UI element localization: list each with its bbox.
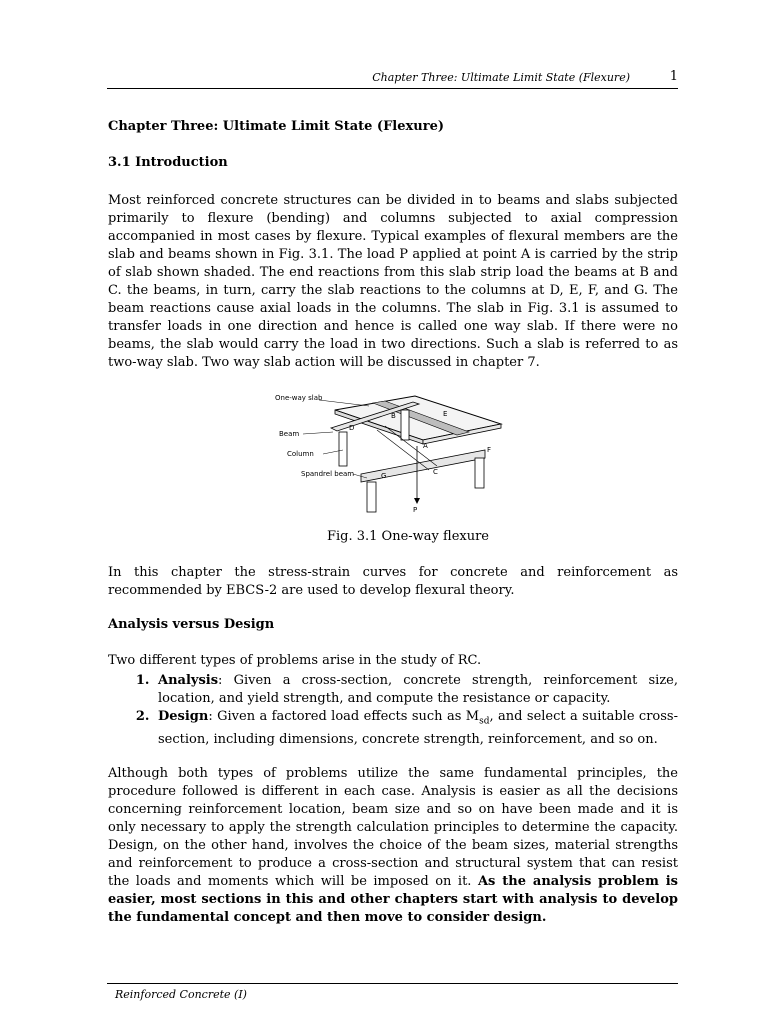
problem-types-list [108, 672, 678, 749]
design-description-start: : Given a factored load effects such as M [208, 709, 480, 724]
leader-beam [303, 432, 333, 434]
running-header [107, 70, 678, 89]
comparison-bold-text: As the analysis problem is easier, most sections in this and other chapters start with analysis to develop the fundamental concept and then move to consider design. [108, 873, 678, 925]
label-column: Column [287, 450, 314, 458]
analysis-description: : Given a cross-section, concrete strength, reinforcement size, location, and yield strength, and compute the resistance or capacity. [158, 673, 678, 706]
label-b: B [391, 412, 396, 420]
comparison-text: Although both types of problems utilize the same fundamental principles, the procedure followed is different in each case. Analysis is easier as all the decisions concerning reinforcement location, beam size and so on have been made and it is only necessary to apply the strength calculation principles to determine the capacity. Design, on the other hand, involves the choice of the beam sizes, material strengths and reinforcement to produce a cross-section and structural system that can resist the loads and moments which will be imposed on it. [108, 765, 678, 889]
column-g [367, 482, 376, 512]
footer-text: Reinforced Concrete (I) [115, 988, 247, 1001]
chapter-title: Chapter Three: Ultimate Limit State (Flexure) [108, 119, 444, 134]
one-way-slab-diagram [273, 388, 513, 516]
label-one-way-slab: One-way slab [275, 394, 323, 402]
label-a: A [423, 442, 428, 450]
column-e [401, 410, 409, 440]
subheading-analysis-vs-design: Analysis versus Design [108, 617, 275, 632]
spandrel-beam [361, 450, 485, 482]
label-beam: Beam [279, 430, 300, 438]
comparison-paragraph [108, 765, 678, 927]
figure-one-way-slab [108, 388, 678, 518]
term-design: Design [158, 709, 209, 724]
term-analysis: Analysis [158, 673, 219, 688]
list-item-design [154, 708, 678, 749]
two-types-paragraph: Two different types of problems arise in the study of RC. [108, 653, 482, 668]
design-subscript: sd [479, 716, 490, 727]
column-d [339, 432, 347, 466]
intro-paragraph: Most reinforced concrete structures can be divided in to beams and slabs subjected primarily to flexure (bending) and columns subjected to axial compression accompanied in most cases by flexure. Typical examples of flexural members are the slab and beams shown in Fig. 3.1. The load P applied at point A is carried by the strip of slab shown shaded. The end reactions from this slab strip load the beams at B and C. the beams, in turn, carry the slab reactions to the columns at D, E, F, and G. The beam reactions cause axial loads in the columns. The slab in Fig. 3.1 is assumed to transfer loads in one direction and hence is called one way slab. If there were no beams, the slab would carry the load in two directions. Such a slab is referred to as two-way slab. Two way slab action will be discussed in chapter 7. [108, 193, 678, 370]
label-p: P [413, 506, 418, 514]
label-e: E [443, 410, 448, 418]
label-d: D [349, 424, 355, 432]
header-title: Chapter Three: Ultimate Limit State (Flexure) [372, 71, 630, 84]
page-number: 1 [669, 69, 678, 84]
chapter-scope-paragraph: In this chapter the stress-strain curves for concrete and reinforcement as recommended by EBCS-2 are used to develop flexural theory. [108, 565, 678, 598]
label-g: G [381, 472, 387, 480]
leader-slab [319, 400, 369, 406]
design-description-end: , and select a suitable cross-section, including dimensions, concrete strength, reinforcement, and so on. [158, 709, 678, 747]
column-f [475, 458, 484, 488]
label-c: C [433, 468, 438, 476]
list-item-analysis [154, 672, 678, 708]
figure-caption: Fig. 3.1 One-way flexure [326, 529, 490, 544]
label-spandrel-beam: Spandrel beam [301, 470, 355, 478]
label-f: F [487, 446, 492, 454]
section-title: 3.1 Introduction [108, 155, 228, 170]
load-arrow-head [414, 498, 420, 504]
running-footer [107, 983, 678, 1001]
page-content [108, 118, 678, 943]
